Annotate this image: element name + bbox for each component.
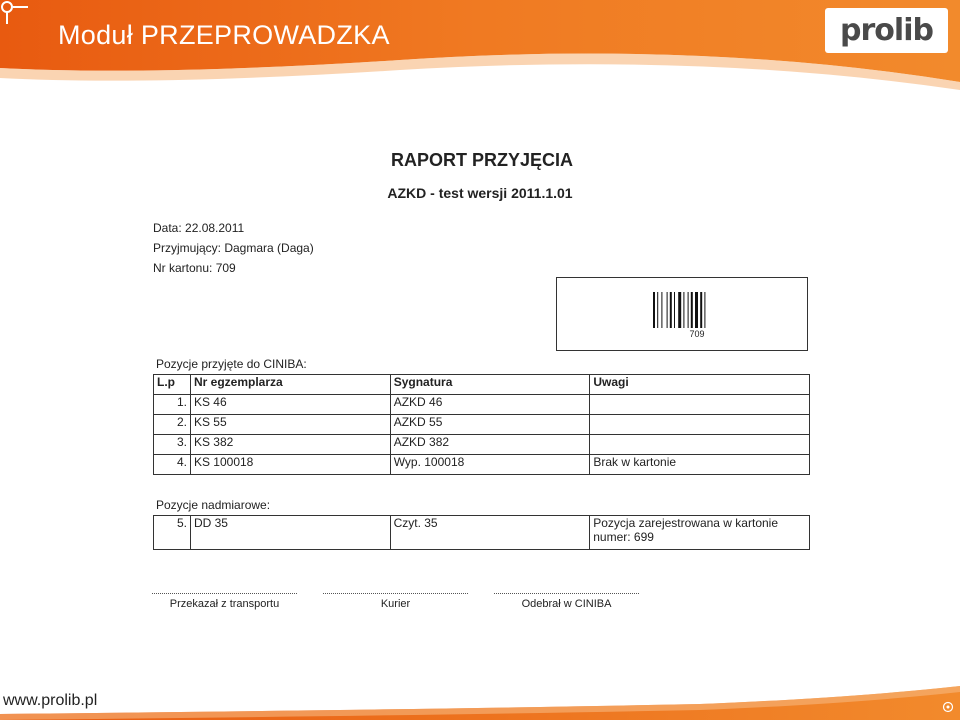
col-syg: Sygnatura xyxy=(390,375,590,395)
uwagi-line: Pozycja zarejestrowana w kartonie xyxy=(593,516,779,530)
report-receiver: Przyjmujący: Dagmara (Daga) xyxy=(153,241,314,255)
cell-uwagi: Brak w kartonie xyxy=(590,455,810,475)
footer-wave xyxy=(0,670,960,720)
cell-lp: 1. xyxy=(154,395,191,415)
target-icon[interactable] xyxy=(942,701,954,713)
barcode-icon xyxy=(653,292,713,328)
report-title: RAPORT PRZYJĘCIA xyxy=(390,150,574,170)
cell-lp: 5. xyxy=(154,516,191,550)
signature-ciniba xyxy=(494,593,639,610)
cell-nr: KS 100018 xyxy=(190,455,390,475)
report-date: Data: 22.08.2011 xyxy=(153,221,245,235)
surplus-label: Pozycje nadmiarowe: xyxy=(156,498,271,512)
cell-uwagi xyxy=(590,435,810,455)
cell-nr: KS 46 xyxy=(190,395,390,415)
accepted-label: Pozycje przyjęte do CINIBA: xyxy=(156,357,307,371)
cell-lp: 2. xyxy=(154,415,191,435)
cell-uwagi xyxy=(590,516,810,550)
signature-label: Kurier xyxy=(380,598,411,610)
website-link[interactable]: www.prolib.pl xyxy=(3,692,98,709)
signature-courier xyxy=(323,593,468,610)
cell-syg: AZKD 55 xyxy=(390,415,590,435)
footer-banner xyxy=(0,670,960,720)
cell-syg: Wyp. 100018 xyxy=(390,455,590,475)
cell-uwagi xyxy=(590,395,810,415)
table-row xyxy=(154,435,810,455)
cell-nr: DD 35 xyxy=(190,516,390,550)
signature-label: Odebrał w CINIBA xyxy=(521,598,612,610)
table-row xyxy=(154,455,810,475)
col-lp: L.p xyxy=(154,375,191,395)
cell-nr: KS 55 xyxy=(190,415,390,435)
report-subtitle: AZKD - test wersji 2011.1.01 xyxy=(387,185,573,201)
report-carton: Nr kartonu: 709 xyxy=(153,261,236,275)
table-header-row xyxy=(154,375,810,395)
col-nr: Nr egzemplarza xyxy=(190,375,390,395)
cell-lp: 3. xyxy=(154,435,191,455)
barcode-box xyxy=(556,277,808,351)
table-row xyxy=(154,395,810,415)
col-uwagi: Uwagi xyxy=(590,375,810,395)
signature-transport xyxy=(152,593,297,610)
table-row xyxy=(154,516,810,550)
signature-label: Przekazał z transportu xyxy=(169,598,280,610)
surplus-table xyxy=(153,515,810,550)
page-title: Moduł PRZEPROWADZKA xyxy=(58,20,390,50)
cell-nr: KS 382 xyxy=(190,435,390,455)
cell-syg: AZKD 46 xyxy=(390,395,590,415)
cell-uwagi xyxy=(590,415,810,435)
cell-syg: Czyt. 35 xyxy=(390,516,590,550)
cell-lp: 4. xyxy=(154,455,191,475)
accepted-table xyxy=(153,374,810,475)
cell-syg: AZKD 382 xyxy=(390,435,590,455)
logo-text: prolib xyxy=(840,12,933,48)
uwagi-line: numer: 699 xyxy=(593,530,654,544)
table-row xyxy=(154,415,810,435)
barcode-number: 709 xyxy=(689,329,705,339)
